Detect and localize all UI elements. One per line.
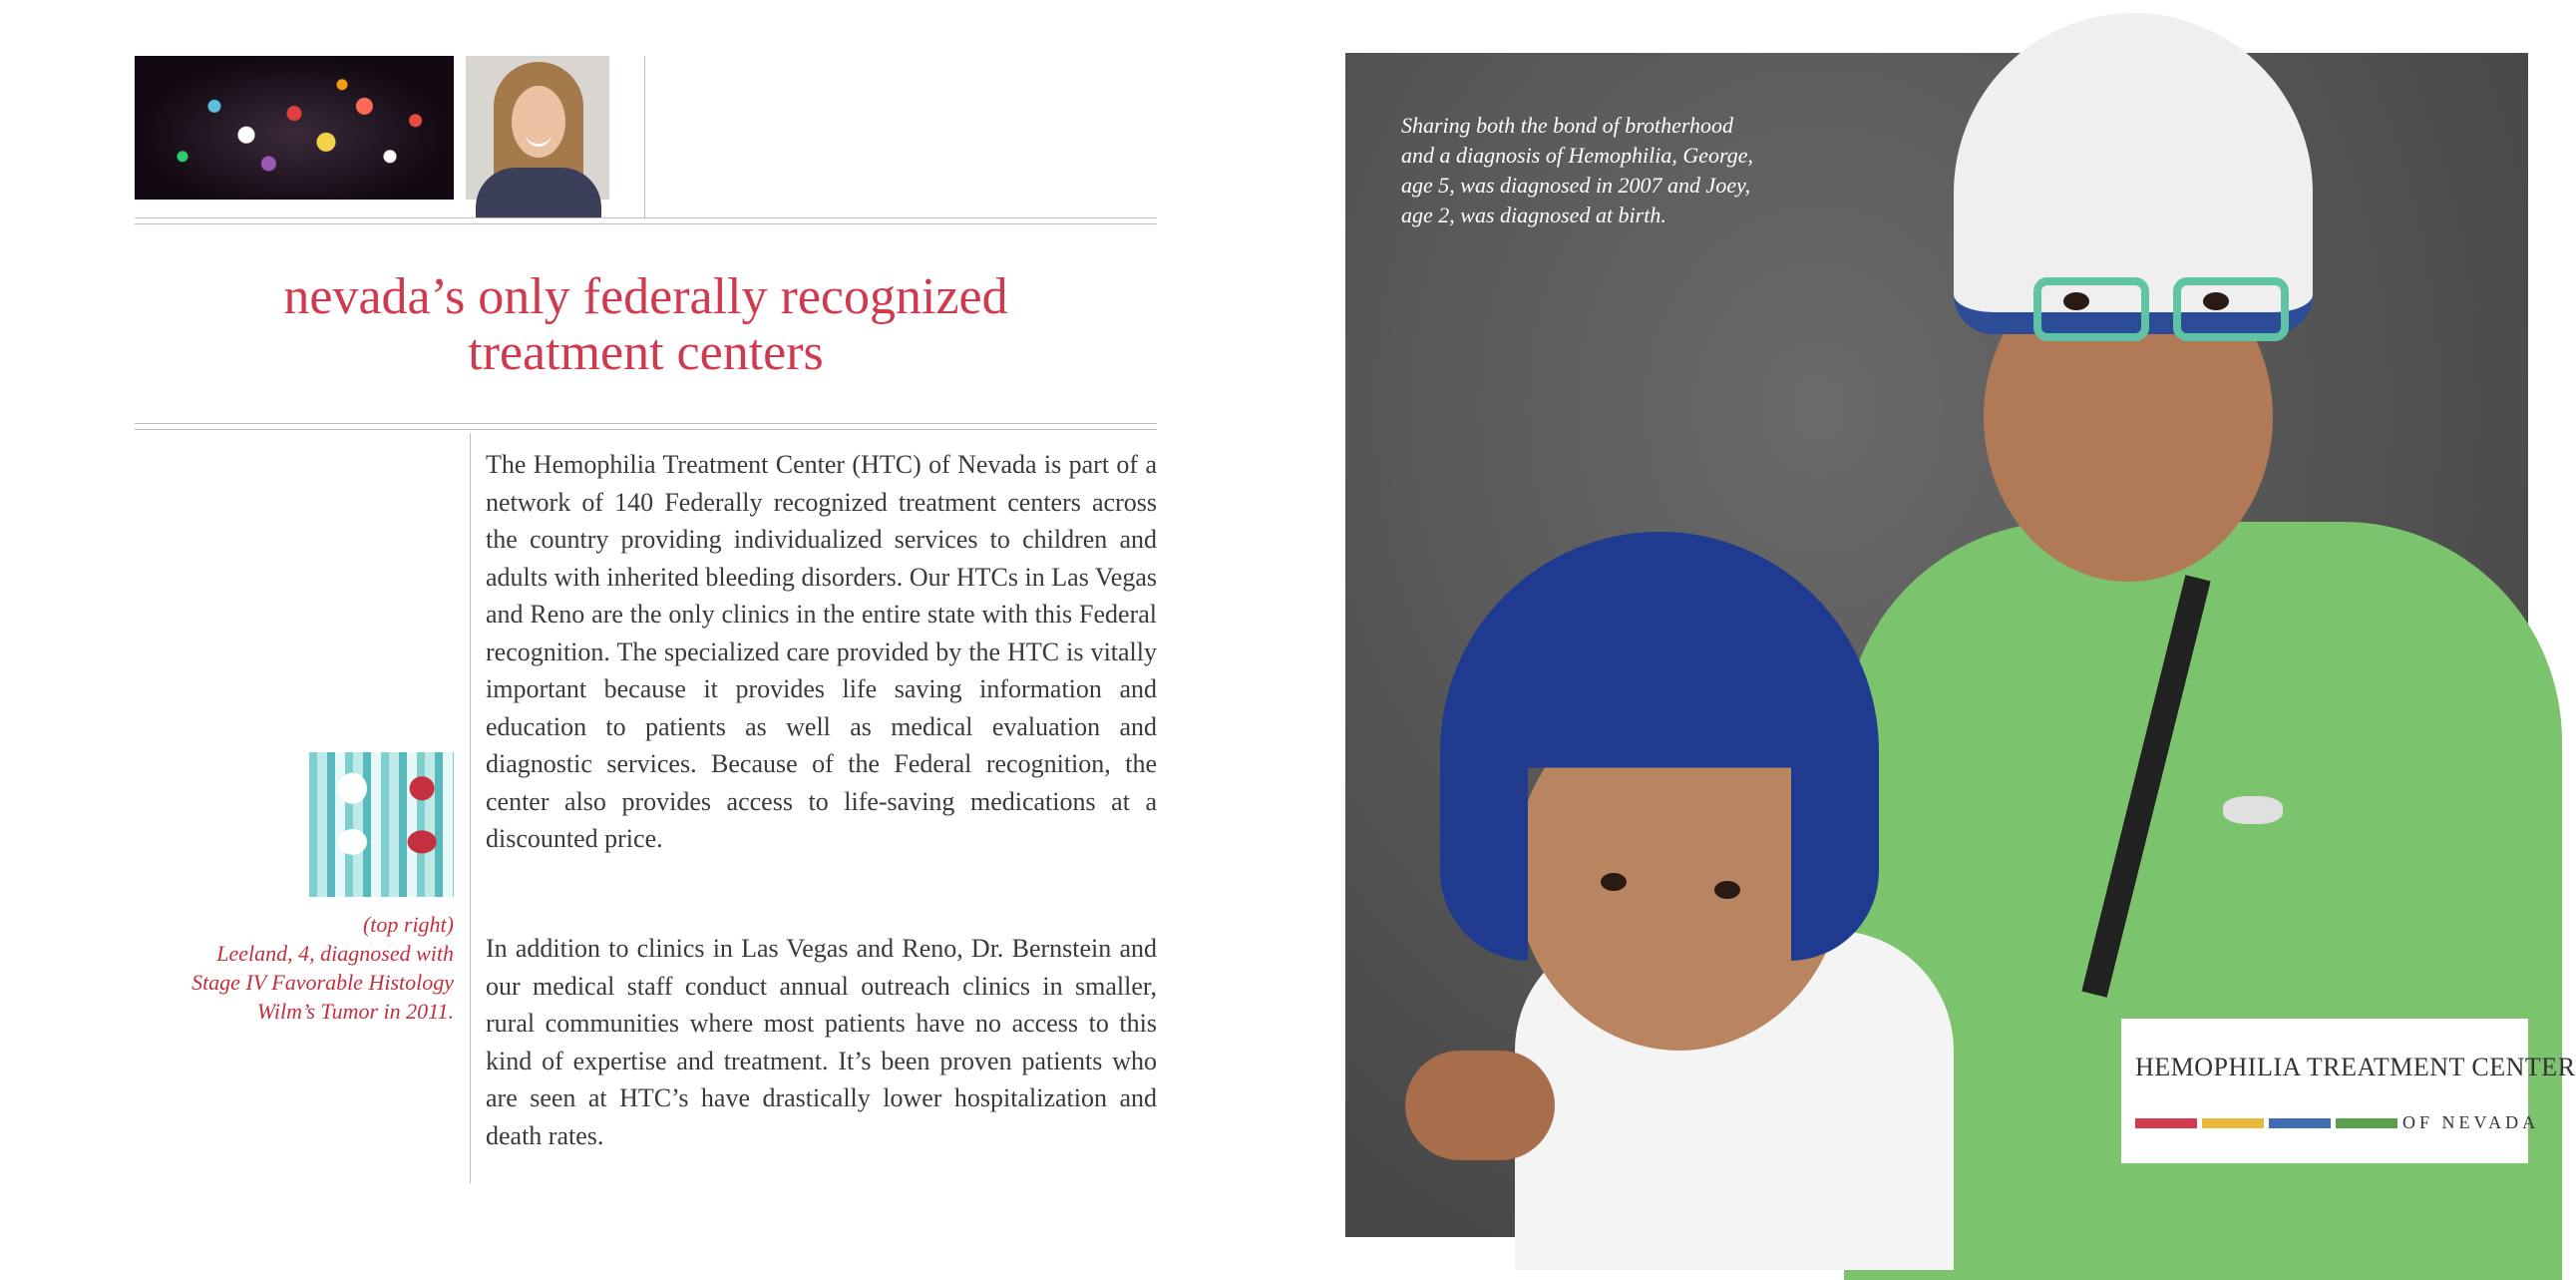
side-caption-line-4: Wilm’s Tumor in 2011. (256, 999, 454, 1024)
photo-caption (1401, 111, 1800, 230)
portrait-face (512, 86, 565, 158)
side-caption (135, 910, 454, 1026)
logo-title: HEMOPHILIA TREATMENT CENTER (2135, 1053, 2576, 1081)
vials-thumbnail (309, 752, 454, 897)
headline-line-2: treatment centers (468, 324, 824, 381)
younger-eye-right (1714, 881, 1740, 899)
glasses-right-lens (2173, 277, 2289, 341)
body-divider-vertical (470, 433, 471, 1183)
logo-subtitle: OF NEVADA (2402, 1112, 2540, 1132)
marbles-thumbnail (135, 56, 454, 200)
younger-eye-left (1601, 873, 1627, 891)
rule-top-2 (135, 223, 1157, 224)
page-headline (135, 269, 1157, 381)
body-paragraph-1: The Hemophilia Treatment Center (HTC) of Nevada is part of a network of 140 Federally recognized treatment centers across the country providing individualized services to children and adults with inherited bleeding disorders. Our HTCs in Las Vegas and Reno are the only clinics in the entire state with this Federal recognition. The specialized care provided by the HTC is vitally important because it provides life saving information and education to patients as well as medical evaluation and diagnostic services. Because of the Federal recognition, the center also provides access to life-saving medications at a discounted price. (486, 450, 1157, 853)
portrait-shirt (476, 168, 601, 217)
logo-bar-blue (2269, 1118, 2331, 1128)
headline-line-1: nevada’s only federally recognized (283, 268, 1008, 325)
glasses-left-lens (2033, 277, 2149, 341)
photo-caption-line-2: and a diagnosis of Hemophilia, George, (1401, 143, 1753, 168)
side-caption-line-2: Leeland, 4, diagnosed with (216, 941, 454, 966)
side-caption-line-1: (top right) (362, 912, 454, 937)
shirt-logo (2223, 796, 2283, 824)
rule-bottom-2 (135, 429, 1157, 430)
rule-bottom-1 (135, 423, 1157, 424)
logo-bar-yellow (2202, 1118, 2264, 1128)
photo-caption-line-4: age 2, was diagnosed at birth. (1401, 203, 1666, 227)
logo-bar-green (2336, 1118, 2397, 1128)
logo-bar-red (2135, 1118, 2197, 1128)
portrait-thumbnail (466, 56, 609, 200)
brothers-photo (1345, 53, 2576, 1237)
side-caption-line-3: Stage IV Favorable Histology (191, 970, 454, 995)
photo-caption-line-3: age 5, was diagnosed in 2007 and Joey, (1401, 173, 1751, 198)
htc-logo (2121, 1019, 2576, 1163)
top-divider-vertical (644, 56, 645, 217)
arm-around-hand (1405, 1051, 1555, 1160)
body-paragraph-2: In addition to clinics in Las Vegas and Reno, Dr. Bernstein and our medical staff conduct annual outreach clinics in smaller, rural communities where most patients have no access to this kind of expertise and treatment. It’s been proven patients who are seen at HTC’s have drastically lower hospitalization and death rates. (486, 934, 1157, 1150)
rule-top-1 (135, 217, 1157, 218)
photo-caption-line-1: Sharing both the bond of brotherhood (1401, 113, 1734, 138)
